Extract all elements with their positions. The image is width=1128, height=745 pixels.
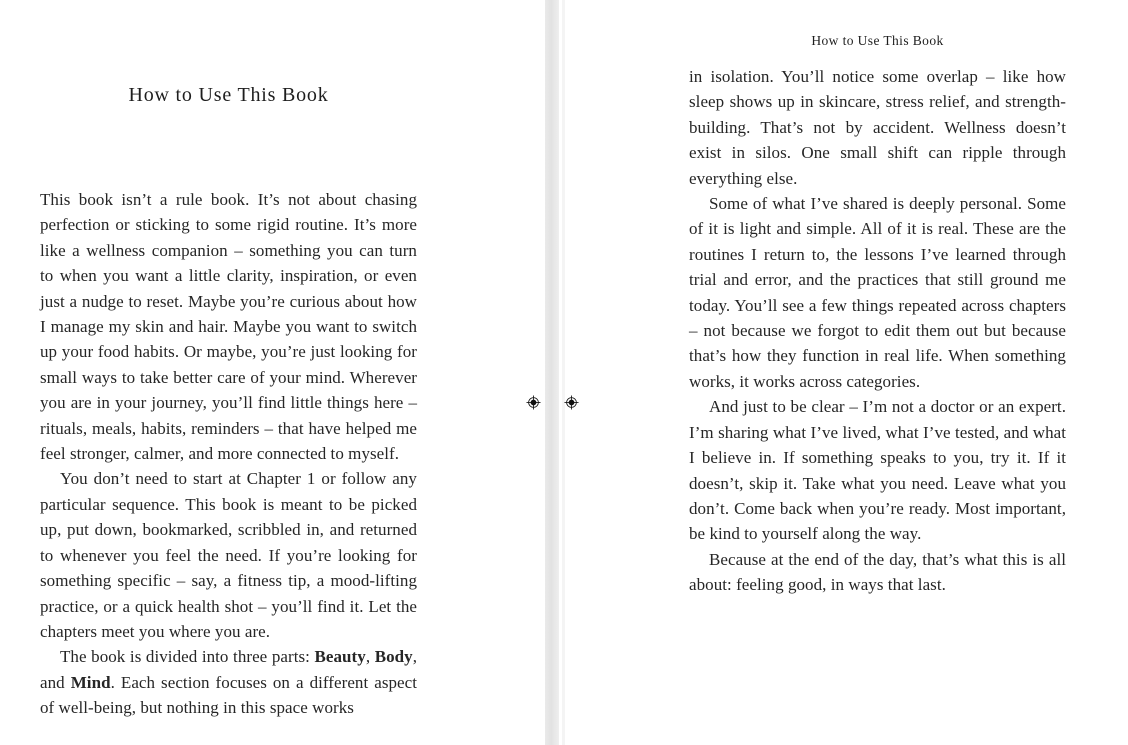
paragraph: Some of what I’ve shared is deeply personal. Some of it is light and simple. All of it is real. These are the routines I return to, the lessons I’ve learned through trial and error, and the practices that still ground me today. You’ll see a few things repeated across chapters – not because we forgot to edit them out but because that’s how they function in real life. When something works, it works across categories. [689, 194, 1066, 391]
registration-mark-icon [564, 395, 579, 410]
chapter-title: How to Use This Book [128, 84, 329, 106]
paragraph: in isolation. You’ll notice some overlap – like how sleep shows up in skincare, stress relief, and strength-building. That’s not by accident. Wellness doesn’t exist in silos. One small shift can ripple through everything else. [689, 67, 1066, 188]
paragraph: You don’t need to start at Chapter 1 or follow any particular sequence. This book is meant to be picked up, put down, bookmarked, scribbled in, and returned to whenever you feel the need. If you’re looking for something specific – say, a fitness tip, a mood-lifting practice, or a quick health shot – you’ll find it. Let the chapters meet you where you are. [40, 469, 417, 641]
paragraph: The book is divided into three parts: Beauty, Body, and Mind. Each section focuses on a different aspect of well-being, but nothing in this space works [40, 647, 418, 718]
right-page [689, 0, 1066, 745]
page-edge-line [562, 0, 565, 745]
paragraph: And just to be clear – I’m not a doctor or an expert. I’m sharing what I’ve lived, what I’ve tested, and what I believe in. If something speaks to you, try it. If it doesn’t, skip it. Take what you need. Leave what you don’t. Come back when you’re ready. Most important, be kind to yourself along the way. [689, 397, 1066, 544]
page-gutter [545, 0, 559, 745]
paragraph: Because at the end of the day, that’s what this is all about: feeling good, in ways that last. [689, 549, 1066, 595]
registration-mark-icon [526, 395, 541, 410]
left-page [40, 0, 417, 745]
right-page-body [689, 64, 1066, 598]
paragraph: This book isn’t a rule book. It’s not about chasing perfection or sticking to some rigid routine. It’s more like a wellness companion – something you can turn to when you want a little clarity, inspiration, or even just a nudge to reset. Maybe you’re curious about how I manage my skin and hair. Maybe you want to switch up your food habits. Or maybe, you’re just looking for small ways to take better care of your mind. Wherever you are in your journey, you’ll find little things here – rituals, meals, habits, reminders – that have helped me feel stronger, calmer, and more connected to myself. [40, 190, 417, 464]
running-header: How to Use This Book [811, 33, 944, 48]
left-page-body [40, 187, 417, 721]
